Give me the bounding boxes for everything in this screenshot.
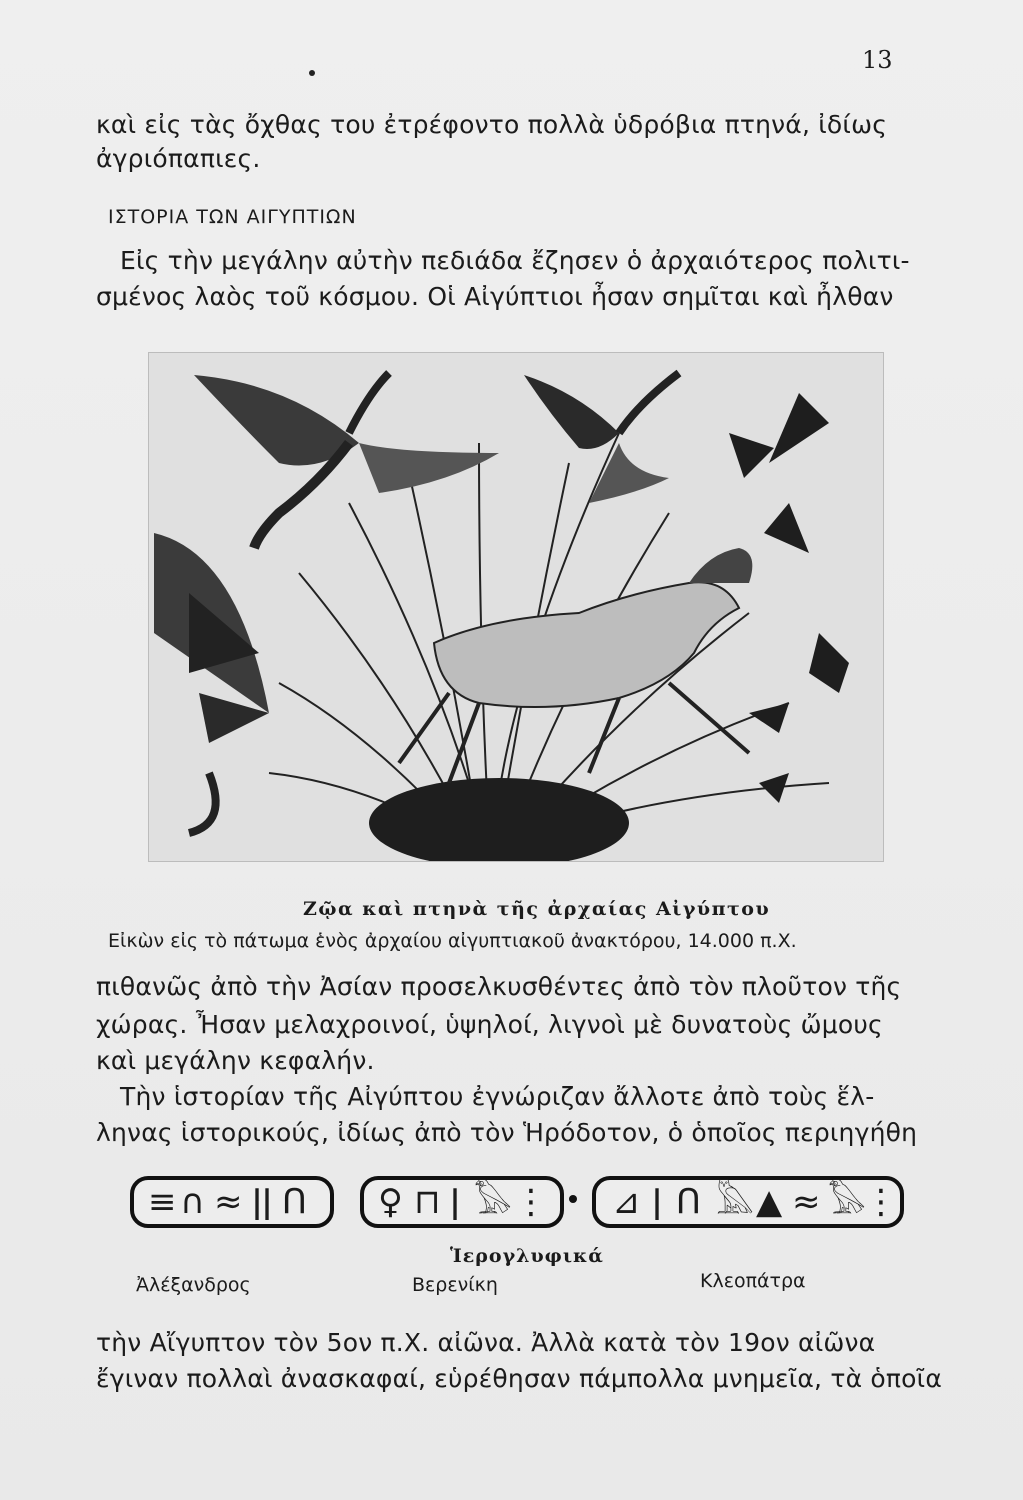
- hieroglyph-icon: ∩: [180, 1182, 205, 1222]
- cartouche-berenike: [360, 1176, 564, 1228]
- text-line: καὶ εἰς τὰς ὄχθας του ἐτρέφοντο πολλὰ ὑδρόβια πτηνά, ἰδίως: [96, 110, 888, 139]
- cartouche-label: Βερενίκη: [412, 1274, 498, 1296]
- cartouche-label: Κλεοπάτρα: [700, 1270, 806, 1292]
- hieroglyph-icon: ⋮: [864, 1182, 898, 1222]
- text-line: Εἰς τὴν μεγάλην αὐτὴν πεδιάδα ἔζησεν ὁ ἀρχαιότερος πολιτι-: [120, 246, 910, 275]
- text-line: ἔγιναν πολλαὶ ἀνασκαφαί, εὑρέθησαν πάμπολλα μνημεῖα, τὰ ὁποῖα: [96, 1364, 943, 1393]
- text-line: Τὴν ἱστορίαν τῆς Αἰγύπτου ἐγνώριζαν ἄλλοτε ἀπὸ τοὺς ἕλ-: [120, 1082, 875, 1111]
- hieroglyph-icon: 𓅃: [474, 1182, 512, 1222]
- hieroglyph-icon: ᑎ: [676, 1182, 701, 1222]
- hieroglyph-icon: 𓅓: [716, 1182, 754, 1222]
- hieroglyph-icon: ǀǀ: [252, 1182, 273, 1222]
- cartouche-alexandros: [130, 1176, 334, 1228]
- hieroglyph-icon: ♀: [378, 1182, 403, 1222]
- text-line: πιθανῶς ἀπὸ τὴν Ἀσίαν προσελκυσθέντες ἀπὸ τὸν πλοῦτον τῆς: [96, 972, 902, 1001]
- hieroglyph-icon: ᑎ: [282, 1182, 307, 1222]
- text-line: σμένος λαὸς τοῦ κόσμου. Οἱ Αἰγύπτιοι ἦσαν σημῖται καὶ ἦλθαν: [96, 282, 894, 311]
- page-number: 13: [862, 46, 893, 74]
- hieroglyph-icon: ≈: [792, 1182, 821, 1222]
- text-line: καὶ μεγάλην κεφαλήν.: [96, 1046, 375, 1075]
- hieroglyph-icon: ≡: [148, 1182, 177, 1222]
- section-heading: ΙΣΤΟΡΙΑ ΤΩΝ ΑΙΓΥΠΤΙΩΝ: [108, 206, 357, 228]
- text-line: ληνας ἱστορικούς, ἰδίως ἀπὸ τὸν Ἡρόδοτον, ὁ ὁποῖος περιηγήθη: [96, 1118, 918, 1147]
- fresco-drawing: [149, 353, 883, 861]
- hieroglyph-icon: ⋮: [514, 1182, 548, 1222]
- hieroglyph-icon: ǀ: [450, 1182, 461, 1222]
- text-line: χώρας. Ἦσαν μελαχροινοί, ὑψηλοί, λιγνοὶ μὲ δυνατοὺς ὤμους: [96, 1010, 883, 1039]
- hieroglyph-icon: 𓅃: [828, 1182, 866, 1222]
- stray-dot: [309, 70, 315, 76]
- cartouche-label: Ἀλέξανδρος: [136, 1274, 251, 1296]
- hieroglyph-icon: ⊿: [612, 1182, 641, 1222]
- hieroglyph-icon: ▲: [756, 1182, 783, 1222]
- hieroglyph-icon: ≈: [214, 1182, 243, 1222]
- hieroglyphs-title: Ἱερογλυφικά: [450, 1245, 604, 1267]
- cartouche-separator: [569, 1195, 577, 1203]
- hieroglyph-icon: ⊓: [414, 1182, 441, 1222]
- figure-subtitle: Εἰκὼν εἰς τὸ πάτωμα ἑνὸς ἀρχαίου αἰγυπτιακοῦ ἀνακτόρου, 14.000 π.Χ.: [108, 930, 797, 952]
- hieroglyph-icon: ǀ: [652, 1182, 663, 1222]
- fresco-illustration: [148, 352, 884, 862]
- text-line: τὴν Αἴγυπτον τὸν 5ον π.Χ. αἰῶνα. Ἀλλὰ κατὰ τὸν 19ον αἰῶνα: [96, 1328, 876, 1357]
- text-line: ἀγριόπαπιες.: [96, 144, 261, 173]
- figure-title: Ζῷα καὶ πτηνὰ τῆς ἀρχαίας Αἰγύπτου: [303, 898, 771, 920]
- cartouche-kleopatra: [592, 1176, 904, 1228]
